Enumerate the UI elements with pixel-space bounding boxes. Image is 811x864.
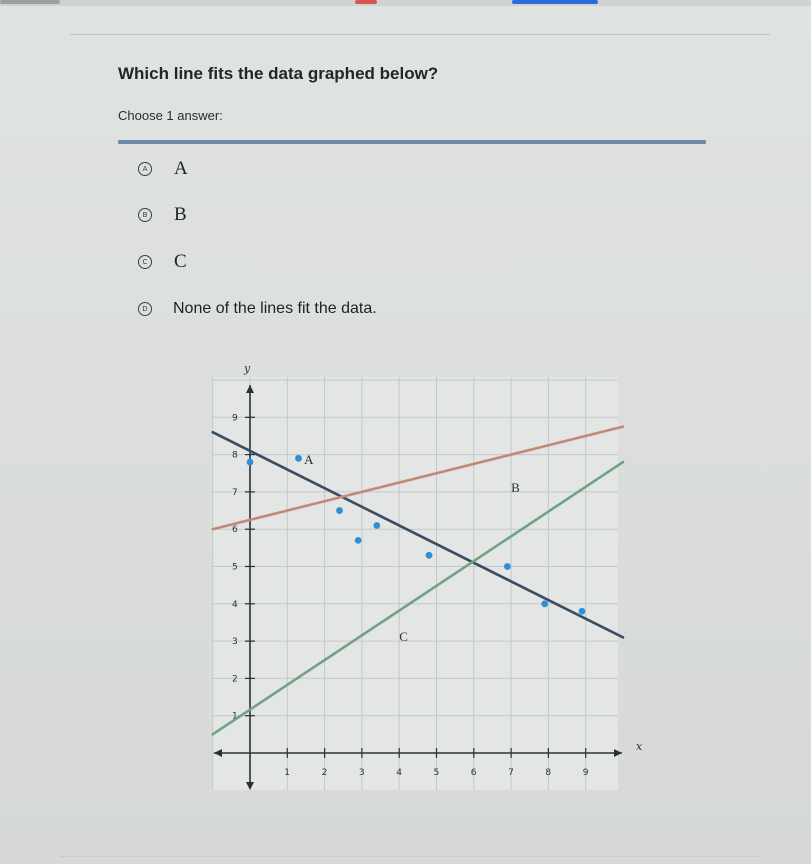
data-point bbox=[373, 522, 380, 529]
data-point bbox=[579, 608, 586, 615]
option-c-badge[interactable]: C bbox=[138, 255, 152, 269]
question-text: Which line fits the data graphed below? bbox=[118, 64, 439, 83]
option-a-badge[interactable]: A bbox=[138, 162, 152, 176]
y-tick-label: 9 bbox=[232, 413, 238, 424]
option-a-label[interactable]: A bbox=[174, 158, 188, 179]
option-c-label[interactable]: C bbox=[174, 251, 187, 272]
data-point bbox=[355, 537, 362, 544]
option-b-label[interactable]: B bbox=[174, 204, 187, 225]
choose-prompt: Choose 1 answer: bbox=[118, 108, 223, 123]
x-tick-label: 4 bbox=[396, 768, 402, 778]
x-tick-label: 1 bbox=[284, 768, 291, 778]
x-axis-label: x bbox=[636, 740, 643, 753]
x-tick-label: 7 bbox=[508, 768, 514, 778]
option-d-badge[interactable]: D bbox=[138, 302, 152, 316]
y-tick-label: 7 bbox=[232, 487, 238, 498]
x-tick-label: 2 bbox=[321, 768, 328, 778]
plot-area bbox=[212, 377, 618, 790]
data-point bbox=[336, 507, 343, 514]
data-point bbox=[504, 563, 511, 570]
data-point bbox=[295, 455, 302, 462]
x-tick-label: 6 bbox=[470, 768, 477, 778]
data-point bbox=[426, 552, 433, 559]
y-tick-label: 2 bbox=[232, 674, 238, 685]
option-b-badge[interactable]: B bbox=[138, 208, 152, 222]
x-tick-label: 3 bbox=[358, 768, 365, 778]
option-d-label[interactable]: None of the lines fit the data. bbox=[173, 300, 377, 317]
data-point bbox=[247, 459, 254, 466]
y-axis-label: y bbox=[244, 362, 251, 375]
y-tick-label: 3 bbox=[232, 637, 238, 648]
line-label-c: C bbox=[399, 629, 408, 645]
y-tick-label: 5 bbox=[232, 562, 238, 573]
y-tick-label: 8 bbox=[232, 450, 238, 461]
x-tick-label: 8 bbox=[545, 768, 552, 778]
line-label-b: B bbox=[511, 479, 520, 495]
x-tick-label: 5 bbox=[433, 768, 440, 778]
data-point bbox=[541, 600, 548, 607]
x-tick-label: 9 bbox=[582, 768, 589, 778]
y-tick-label: 1 bbox=[232, 711, 238, 722]
line-label-a: A bbox=[304, 451, 314, 467]
y-tick-label: 6 bbox=[232, 525, 238, 536]
y-tick-label: 4 bbox=[232, 599, 238, 610]
footer-rule bbox=[60, 856, 760, 857]
